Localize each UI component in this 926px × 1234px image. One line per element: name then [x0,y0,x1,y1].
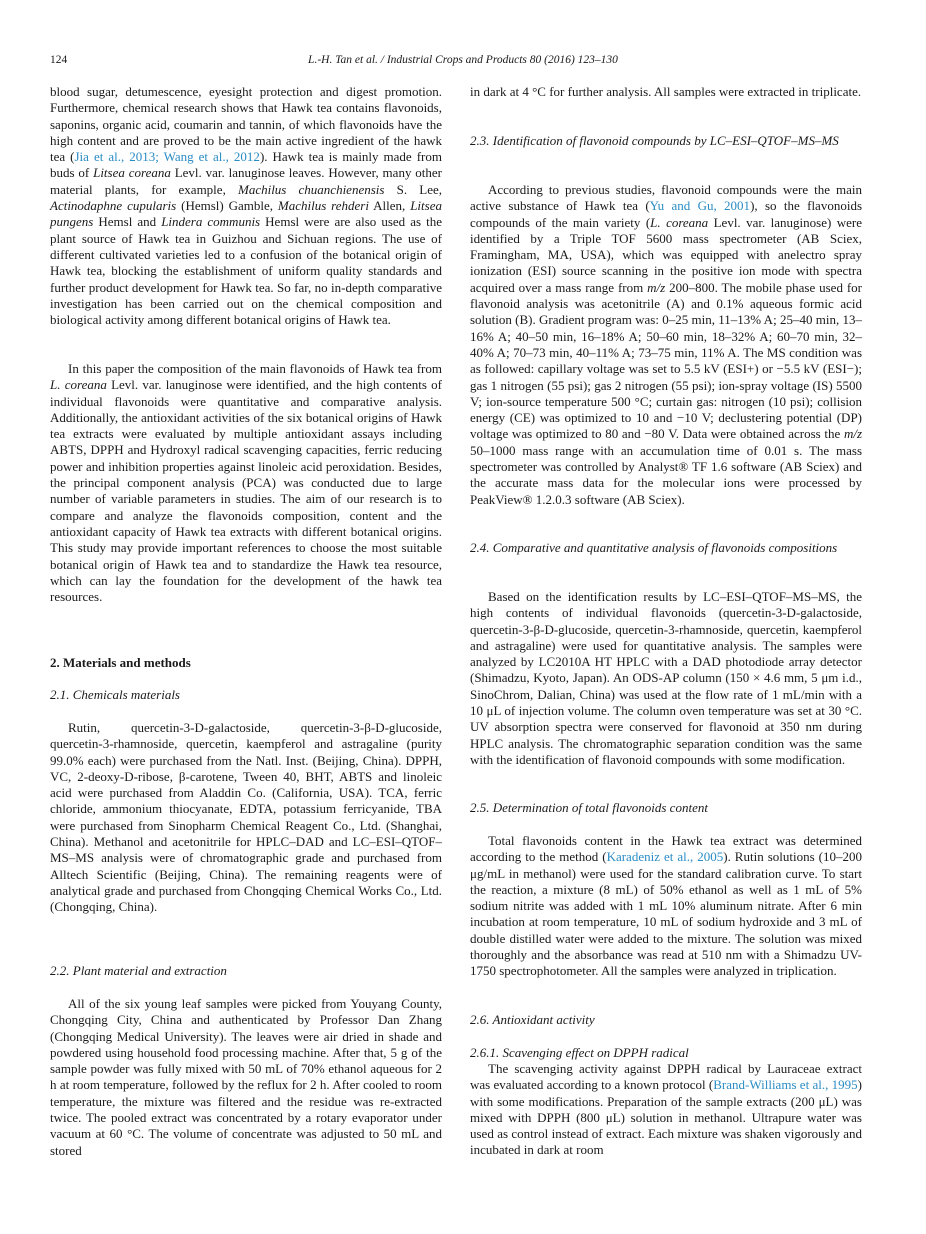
text: 2.5. Determination of total flavonoids content [470,800,708,815]
running-header: L.-H. Tan et al. / Industrial Crops and Products 80 (2016) 123–130 [308,54,618,66]
italic-text: Lindera communis [161,214,261,230]
paragraph [50,996,442,1159]
paragraph [470,589,862,768]
subsection-heading [470,540,862,556]
citation-link[interactable]: Jia et al., 2013; Wang et al., 2012 [74,149,260,165]
subsection-heading [50,963,442,979]
subsection-heading [470,133,862,149]
text: blood sugar, detumescence, eyesight protection and digest promotion. Furthermore, chemical research shows that Hawk tea contains flavonoids, saponins, organic acid, coumarin and tannin, of which flavonoids have the high content and are proved to be the main active ingredient of the hawk tea ( [50,84,442,165]
italic-text: Machilus chuanchienensis [237,181,385,197]
text: 2.2. Plant material and extraction [50,963,227,978]
italic-text: Litsea coreana [93,165,171,181]
italic-text: L. coreana [50,377,107,393]
paragraph [50,720,442,916]
text: Allen, [368,198,411,214]
paragraph [470,84,862,100]
italic-text: Actinodaphne cupularis [50,198,177,214]
text: 2.6. Antioxidant activity [470,1012,595,1027]
subsection-heading [50,687,442,703]
text: According to previous studies, flavonoid compounds were the main active substance of Hawk tea ( [470,182,862,214]
paragraph [470,1061,862,1159]
page-number: 124 [50,54,68,66]
subsection-heading [470,1012,862,1028]
italic-text: m/z [647,279,666,295]
citation-link[interactable]: Brand-Williams et al., 1995 [713,1077,858,1093]
text: Based on the identification results by LC–ESI–QTOF–MS–MS, the high contents of individual flavonoids (quercetin-3-D-galactoside, quercetin-3-β-D-glucoside, quercetin-3-rhamnoside, quercetin, kaempferol and astragaline) were used for quantitative analysis. The samples were analyzed by LC2010A HT HPLC with a DAD photodiode array detector (Shimadzu, Kyoto, Japan). An ODS-AP column (150 × 4.6 mm, 5 μm i.d., SinoChrom, Dalian, China) was used at the flow rate of 1 mL/min with a 10 μL of injection volume. The column oven temperature was set at 30 °C. UV absorption spectra were conserved for flavonoid at 350 nm during HPLC analysis. The chromatographic separation condition was the same with the identification of flavonoid compounds with some modification. [470,589,862,767]
text: S. Lee, [384,181,442,197]
italic-text: m/z [843,426,862,442]
section-heading [50,655,442,671]
text: 200–800. The mobile phase used for flavonoid analysis was acetonitrile (A) and 0.1% aqueous formic acid solution (B). Gradient program was: 0–25 min, 11–13% A; 25–40 min, 13–16% A; 40–50 min, 16–18% A; 50–60 min, 18–32% A; 60–70 min, 32–40% A; 70–73 min, 40–11% A; 73–75 min, 11% A. The MS condition was as followed: capillary voltage was set to 5.5 kV (ESI+) or −5.5 kV (ESI−); gas 1 nitrogen (55 psi); gas 2 nitrogen (55 psi); ion-spray voltage (IS) 5500 V; ion-source temperature 500 °C; curtain gas: nitrogen (10 psi); collision energy (CE) was optimized to 10 and −10 V; declustering potential (DP) voltage was optimized to 80 and −80 V. Data were obtained across the [470,279,862,442]
text: in dark at 4 °C for further analysis. All samples were extracted in triplicate. [470,84,862,99]
text: ). Hawk tea is mainly made from buds of [50,149,442,181]
citation-link[interactable]: Karadeniz et al., 2005 [606,849,724,865]
text: 2.1. Chemicals materials [50,687,180,702]
text: In this paper the composition of the main flavonoids of Hawk tea from [68,361,442,376]
text: Total flavonoids content in the Hawk tea extract was determined according to the method ( [470,833,862,865]
text: Levl. var. lanuginose) were identified by a Triple TOF 5600 mass spectrometer (AB Sciex, Framingham, MA, USA), which was equipped with anelectro spray ionization (ESI) source scanning in the positive ion mode with spectra acquired over a mass range from [470,214,862,295]
paragraph [470,833,862,980]
italic-text: Machilus rehderi [277,198,369,214]
text: (Hemsl) Gamble, [176,198,278,214]
text: ). Rutin solutions (10–200 μg/mL in methanol) were used for the standard calibration curve. To start the reaction, a mixture (8 mL) of 50% ethanol as well as 1 mL of 5% sodium nitrite was added with 1 mL 10% aluminum nitrate. After 6 min incubation at room temperature, 10 mL of sodium hydroxide and 3 mL of double distilled water were added to the mixture. The solution was mixed thoroughly and the absorbance was read at 510 nm with a Shimadzu UV-1750 spectrophotometer. All the samples were analyzed in triplication. [470,849,862,979]
paragraph [50,361,442,605]
text: 2.3. Identification of flavonoid compounds by LC–ESI–QTOF–MS–MS [470,133,839,148]
text: 2.4. Comparative and quantitative analysis of flavonoids compositions [470,540,838,555]
text: 50–1000 mass range with an accumulation time of 0.01 s. The mass spectrometer was controlled by Analyst® TF 1.6 software (AB Sciex) and the accurate mass data for the molecular ions were processed by PeakView® 1.2.0.3 software (AB Sciex). [470,442,862,507]
text: ), so the flavonoids compounds of the main variety ( [470,198,862,230]
text: Hemsl were are also used as the plant source of Hawk tea in Guizhou and Sichuan regions. The use of different cultivated varieties led to a confusion of the botanical origin of Hawk tea, blocking the establishment of uniform quality standards and further product development for Hawk tea. So far, no in-depth comparative investigation has been carried out on the chemical composition and biological activity among different botanical origins of Hawk tea. [50,214,442,328]
paragraph [470,182,862,508]
text: Rutin, quercetin-3-D-galactoside, quercetin-3-β-D-glucoside, quercetin-3-rhamnoside, quercetin, kaempferol and astragaline (purity 99.0% each) were purchased from the Natl. Inst. (Beijing, China). DPPH, VC, 2-deoxy-D-ribose, β-carotene, Tween 40, BHT, ABTS and linoleic acid were purchased from Aladdin Co. (California, USA). TCA, ferric chloride, ammonium thiocyanate, EDTA, potassium ferricyanide, TBA were purchased from Sinopharm Chemical Reagent Co., Ltd. (Shanghai, China). Methanol and acetonitrile for HPLC–DAD and LC–ESI–QTOF–MS–MS analysis were of chromatographic grade and purchased from Alltech Scientific (Beijing, China). The remaining reagents were of analytical grade and purchased from Chongqing Chemical Works Co., Ltd. (Chongqing, China). [50,720,442,915]
italic-text: Litsea pungens [50,198,442,230]
text: The scavenging activity against DPPH radical by Lauraceae extract was evaluated according to a known protocol ( [470,1061,862,1093]
citation-link[interactable]: Yu and Gu, 2001 [649,198,751,214]
text: 2. Materials and methods [50,655,191,670]
text: Levl. var. lanuginose leaves. However, many other material plants, for example, [50,165,442,197]
text: All of the six young leaf samples were picked from Youyang County, Chongqing City, China and authenticated by Professor Dan Zhang (Chongqing Medical University). The leaves were air dried in shade and powdered using household food processing machine. After that, 5 g of the sample powder was fully mixed with 50 mL of 70% ethanol aqueous for 2 h at room temperature, followed by the reflux for 2 h. After cooled to room temperature, the mixture was filtered and the residue was re-extracted twice. The pooled extract was concentrated by a rotary evaporator under vacuum at 60 °C. The volume of concentrate was adjusted to 50 mL and stored [50,996,442,1158]
text: Hemsl and [93,214,162,230]
paragraph [50,84,442,328]
text: Levl. var. lanuginose were identified, and the high contents of individual flavonoids were quantitative and comparative analysis. Additionally, the antioxidant activities of the six botanical origins of Hawk tea extracts were evaluated by multiple antioxidant assays including ABTS, DPPH and Hydroxyl radical scavenging capacities, ferric reducing power and inhibition properties against linoleic acid peroxidation. Besides, the principal component analysis (PCA) was conducted due to large number of variable parameters in studies. The aim of our research is to compare and analyze the flavonoids composition, content and the antioxidant capacity of Hawk tea extracts with different botanical origins. This study may provide important references to choose the most suitable botanical origin of Hawk tea and to standardize the Hawk tea resource, which can lay the foundation for the development of the hawk tea resources. [50,377,442,605]
subsection-heading [470,1045,862,1061]
italic-text: L. coreana [650,214,709,230]
text: 2.6.1. Scavenging effect on DPPH radical [470,1045,689,1060]
text: ) with some modifications. Preparation of the sample extracts (200 μL) was mixed with DPPH (800 μL) solution in methanol. Ultrapure water was used as control instead of extract. Each mixture was shaken vigorously and incubated in dark at room [470,1077,862,1158]
subsection-heading [470,800,862,816]
